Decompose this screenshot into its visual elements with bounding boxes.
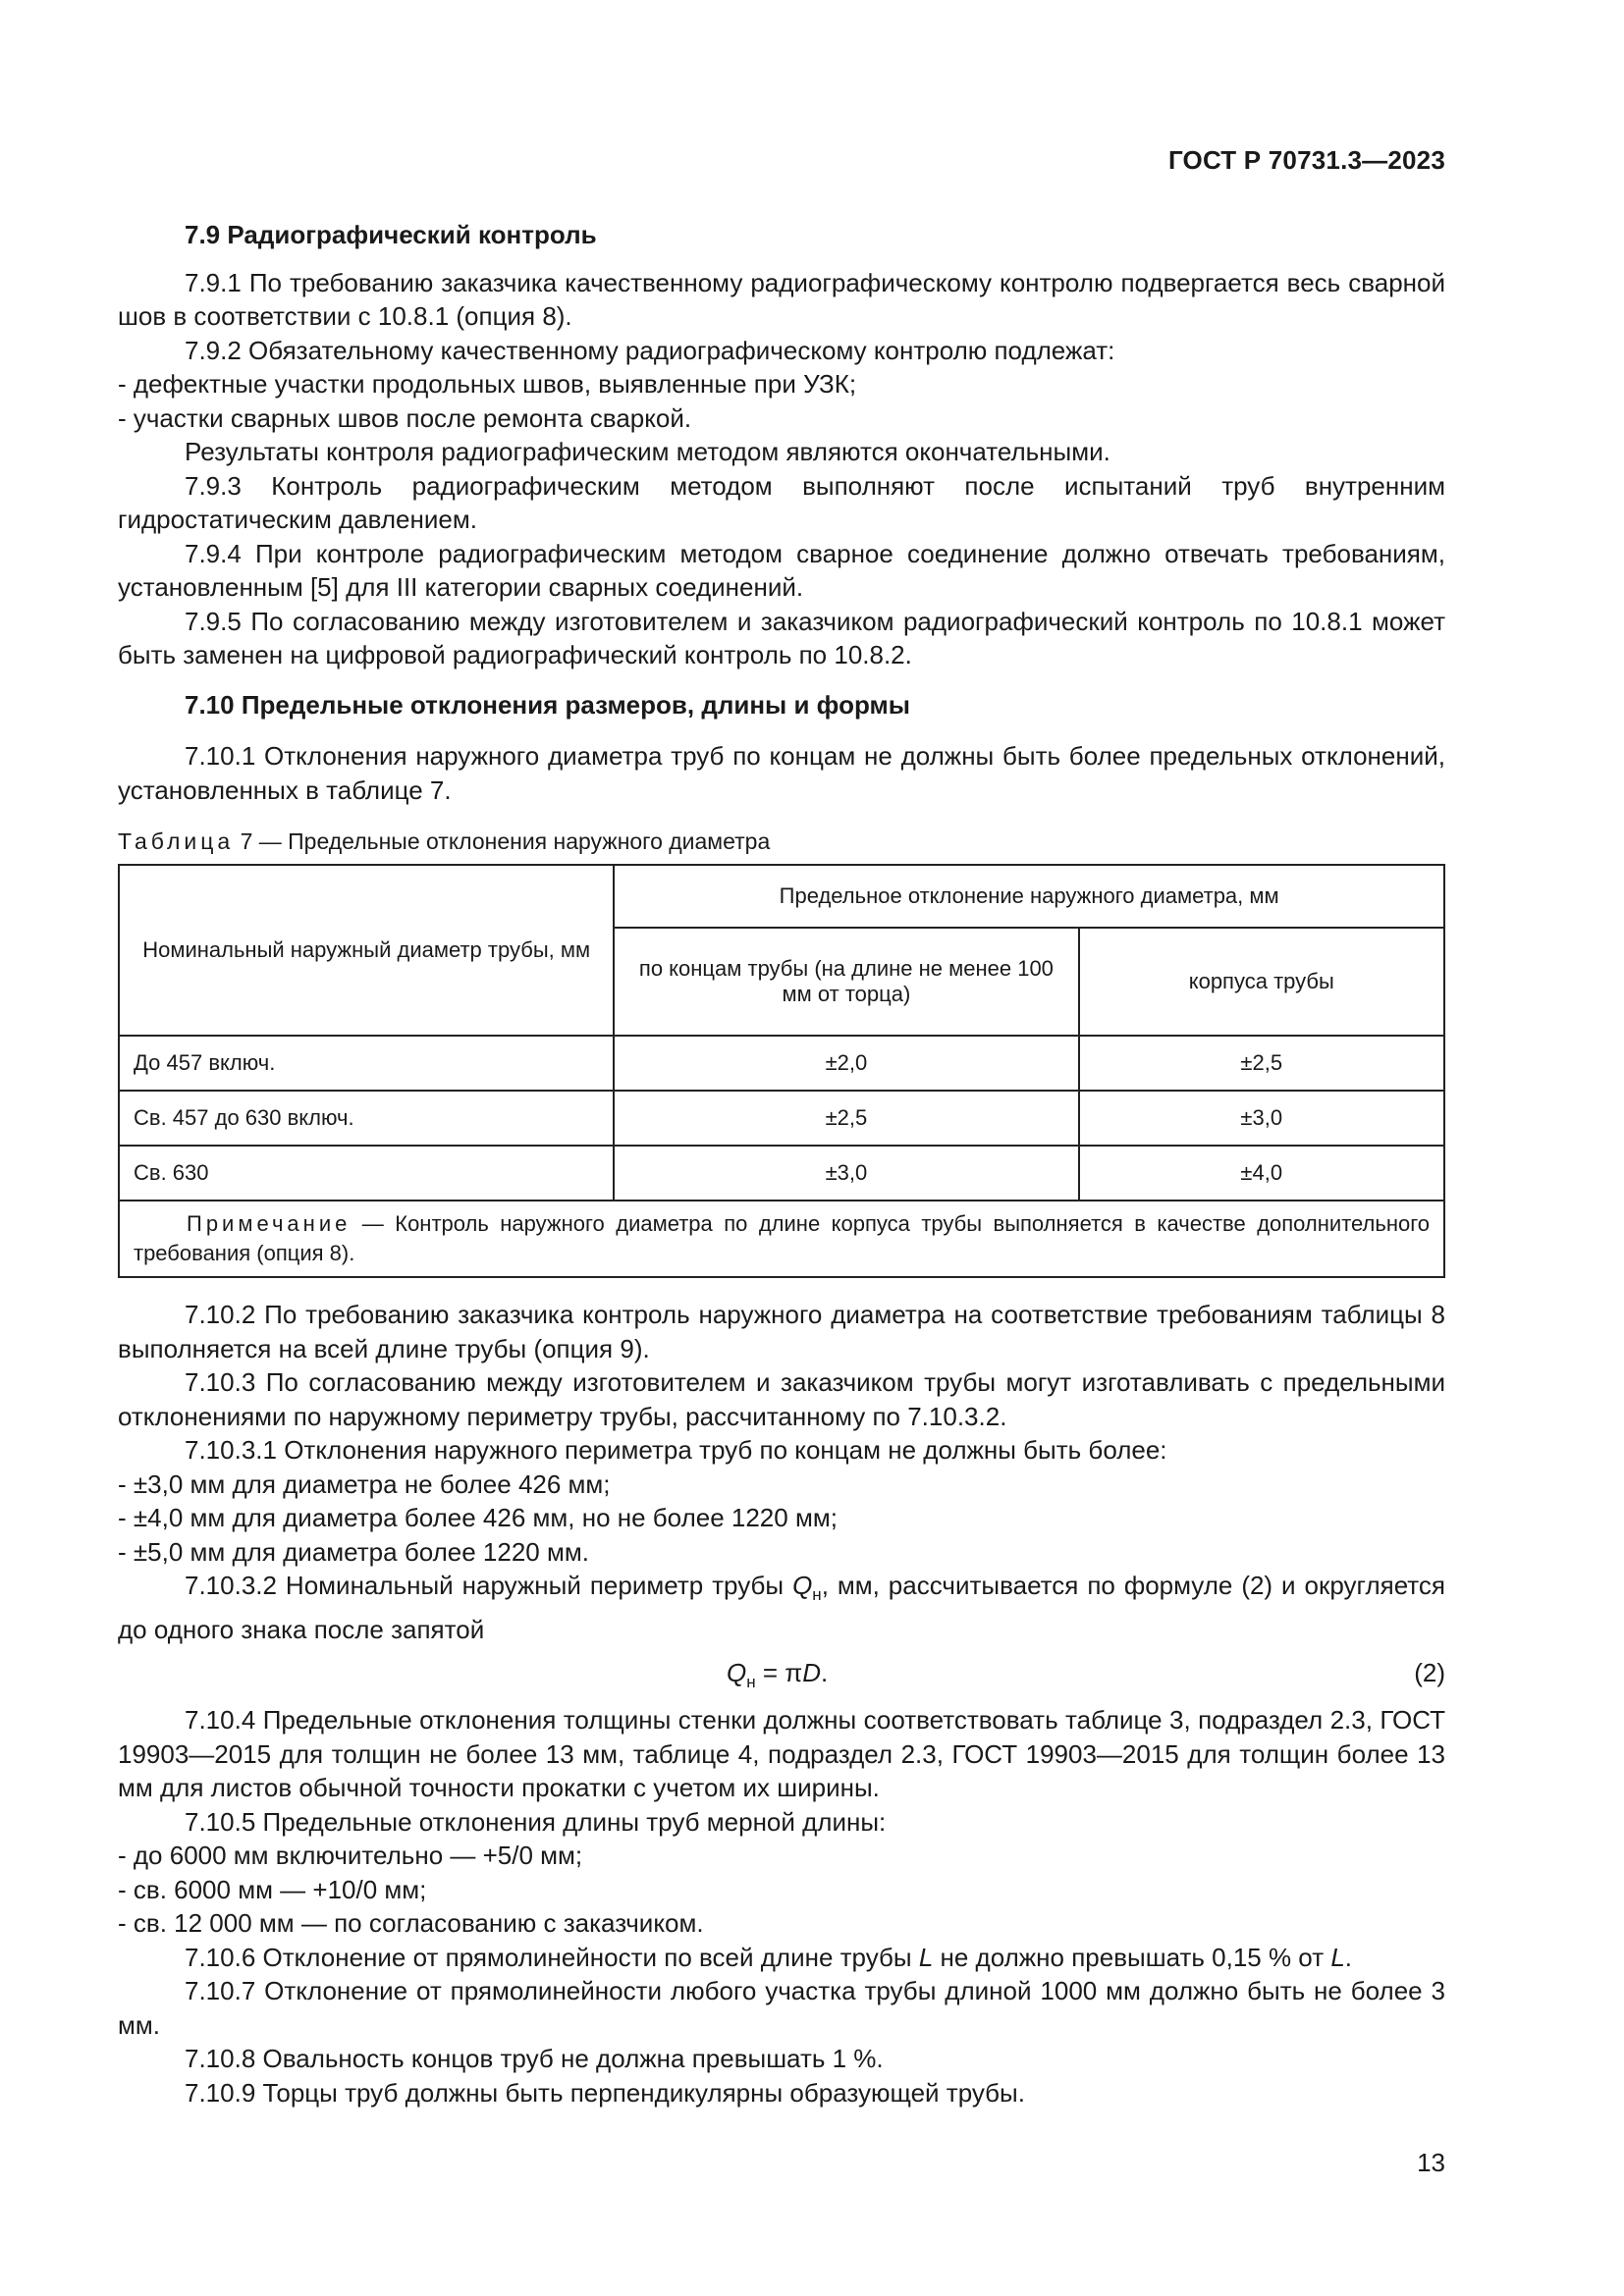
paragraph-7-9-2: 7.9.2 Обязательному качественному радиографическому контролю подлежат: bbox=[185, 335, 1115, 365]
after-table-section bbox=[118, 1298, 1445, 2109]
variable-q: Q bbox=[792, 1571, 813, 1600]
list-item: - ±5,0 мм для диаметра более 1220 мм. bbox=[118, 1536, 589, 1567]
paragraph-7-10-6 bbox=[118, 1941, 1445, 1975]
formula-subscript: н bbox=[746, 1673, 756, 1692]
paragraph-7-9-3: 7.9.3 Контроль радиографическим методом выполняют после испытаний труб внутренним гидростатическим давлением. bbox=[118, 470, 1445, 534]
cell-body: ±4,0 bbox=[1079, 1146, 1444, 1201]
paragraph-7-10-5: 7.10.5 Предельные отклонения длины труб мерной длины: bbox=[185, 1806, 887, 1837]
note-text: — Контроль наружного диаметра по длине корпуса трубы выполняется в качестве дополнительного требования (опция 8). bbox=[134, 1211, 1430, 1265]
cell-body: ±3,0 bbox=[1079, 1091, 1444, 1146]
table-caption bbox=[118, 827, 1445, 856]
list-item: - св. 6000 мм — +10/0 мм; bbox=[118, 1874, 427, 1904]
cell-ends: ±3,0 bbox=[614, 1146, 1078, 1201]
subscript: н bbox=[812, 1585, 822, 1605]
note-label: Примечание bbox=[187, 1211, 352, 1236]
section-title-7-9: 7.9 Радиографический контроль bbox=[185, 220, 597, 249]
paragraph-7-10-9: 7.10.9 Торцы труб должны быть перпендикулярны образующей трубы. bbox=[185, 2077, 1025, 2108]
paragraph-7-10-3-2 bbox=[118, 1569, 1445, 1646]
column-header-body: корпуса трубы bbox=[1079, 928, 1444, 1036]
formula-eq: = π bbox=[755, 1658, 803, 1688]
list-item: - ±3,0 мм для диаметра не более 426 мм; bbox=[118, 1468, 611, 1499]
table-row bbox=[119, 1146, 1444, 1201]
cell-body: ±2,5 bbox=[1079, 1036, 1444, 1091]
cell-diameter: Св. 457 до 630 включ. bbox=[119, 1091, 614, 1146]
list-item: - св. 12 000 мм — по согласованию с заказчиком. bbox=[118, 1908, 704, 1939]
cell-diameter: До 457 включ. bbox=[119, 1036, 614, 1091]
formula-row bbox=[118, 1656, 1445, 1695]
cell-ends: ±2,5 bbox=[614, 1091, 1078, 1146]
table-note bbox=[119, 1201, 1444, 1277]
formula-var: D bbox=[802, 1658, 821, 1688]
formula-lhs: Q bbox=[727, 1658, 747, 1688]
text-run: 7.10.6 Отклонение от прямолинейности по всей длине трубы bbox=[185, 1942, 919, 1972]
column-header-ends: по концам трубы (на длине не менее 100 мм от торца) bbox=[614, 928, 1078, 1036]
list-item: - ±4,0 мм для диаметра более 426 мм, но не более 1220 мм; bbox=[118, 1503, 838, 1532]
page-content bbox=[118, 218, 1445, 2109]
paragraph-7-10-3: 7.10.3 По согласованию между изготовителем и заказчиком трубы могут изготавливать с предельными отклонениями по наружному периметру трубы, рассчитанному по 7.10.3.2. bbox=[118, 1367, 1445, 1431]
paragraph-7-10-4: 7.10.4 Предельные отклонения толщины стенки должны соответствовать таблице 3, подраздел 2.3, ГОСТ 19903—2015 для толщин не более 13 мм, таблице 4, подраздел 2.3, ГОСТ 19903—2015 для толщин более 13 мм для листов обычной точности прокатки с учетом их ширины. bbox=[118, 1705, 1445, 1803]
text-run: не должно превышать 0,15 % от bbox=[933, 1942, 1331, 1972]
formula-end: . bbox=[820, 1658, 829, 1688]
paragraph-7-10-8: 7.10.8 Овальность концов труб не должна превышать 1 %. bbox=[185, 2044, 884, 2074]
cell-ends: ±2,0 bbox=[614, 1036, 1078, 1091]
variable-l: L bbox=[918, 1942, 934, 1972]
paragraph-7-10-2: 7.10.2 По требованию заказчика контроль наружного диаметра на соответствие требованиям таблицы 8 выполняется на всей длине трубы (опция 9). bbox=[118, 1300, 1445, 1363]
paragraph-7-10-1: 7.10.1 Отклонения наружного диаметра труб по концам не должны быть более предельных отклонений, установленных в таблице 7. bbox=[118, 741, 1445, 805]
paragraph-7-10-3-1: 7.10.3.1 Отклонения наружного периметра труб по концам не должны быть более: bbox=[185, 1435, 1167, 1465]
formula bbox=[727, 1656, 828, 1700]
list-item: - участки сварных швов после ремонта сваркой. bbox=[118, 402, 692, 433]
table-caption-text: 7 — Предельные отклонения наружного диаметра bbox=[240, 828, 771, 854]
list-item: - до 6000 мм включительно — +5/0 мм; bbox=[118, 1841, 583, 1871]
column-header-group: Предельное отклонение наружного диаметра, мм bbox=[614, 865, 1444, 928]
table-row bbox=[119, 1091, 1444, 1146]
table-caption-label: Таблица bbox=[118, 828, 235, 854]
paragraph-7-9-1: 7.9.1 По требованию заказчика качественному радиографическому контролю подвергается весь сварной шов в соответствии с 10.8.1 (опция 8). bbox=[118, 267, 1445, 331]
column-header-nominal: Номинальный наружный диаметр трубы, мм bbox=[119, 865, 614, 1036]
page-number: 13 bbox=[1417, 2148, 1445, 2177]
paragraph-results: Результаты контроля радиографическим методом являются окончательными. bbox=[185, 437, 1110, 466]
formula-number: (2) bbox=[1414, 1658, 1445, 1688]
text-run: , мм, рассчитывается по формуле (2) и округляется до одного знака после запятой bbox=[118, 1571, 1445, 1644]
paragraph-7-10-7: 7.10.7 Отклонение от прямолинейности любого участка трубы длиной 1000 мм должно быть не более 3 мм. bbox=[118, 1976, 1445, 2040]
section-title-7-10: 7.10 Предельные отклонения размеров, длины и формы bbox=[185, 689, 910, 720]
text-run: 7.10.3.2 Номинальный наружный периметр трубы bbox=[185, 1571, 793, 1600]
document-id: ГОСТ Р 70731.3—2023 bbox=[1167, 145, 1445, 175]
paragraph-7-9-4: 7.9.4 При контроле радиографическим методом сварное соединение должно отвечать требованиям, установленным [5] для III категории сварных соединений. bbox=[118, 538, 1445, 602]
table-row bbox=[119, 1036, 1444, 1091]
list-item: - дефектные участки продольных швов, выявленные при УЗК; bbox=[118, 369, 857, 399]
table-7 bbox=[118, 864, 1445, 1278]
paragraph-7-9-5: 7.9.5 По согласованию между изготовителем и заказчиком радиографический контроль по 10.8.1 может быть заменен на цифровой радиографический контроль по 10.8.2. bbox=[118, 606, 1445, 669]
cell-diameter: Св. 630 bbox=[119, 1146, 614, 1201]
variable-l: L bbox=[1330, 1942, 1345, 1972]
text-run: . bbox=[1344, 1942, 1353, 1972]
